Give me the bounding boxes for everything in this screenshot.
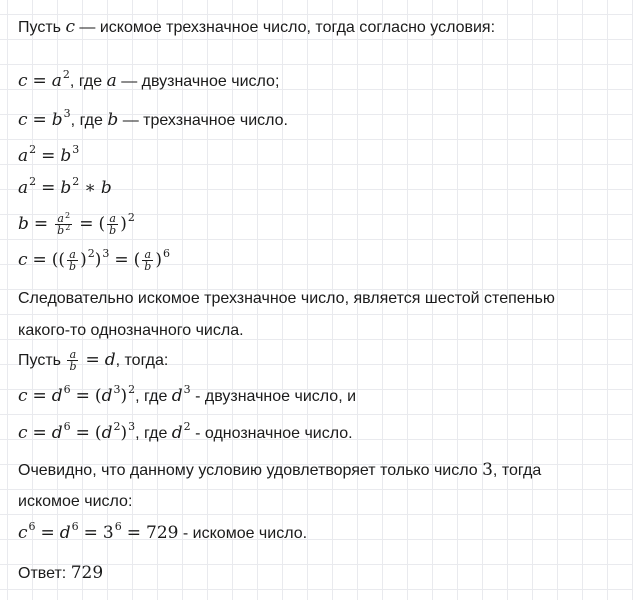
exponent: 3	[72, 143, 80, 156]
var-b: b	[100, 178, 112, 198]
paren: )	[120, 423, 128, 443]
exponent: 3	[113, 383, 121, 396]
exponent: 2	[87, 247, 95, 260]
text: — двузначное число;	[116, 73, 280, 90]
var-a: a	[51, 71, 62, 91]
exponent: 6	[63, 383, 71, 396]
exponent: 2	[29, 143, 37, 156]
paren: )	[94, 250, 102, 270]
var-d: d	[101, 423, 113, 443]
intro-text-end: — искомое трехзначное число, тогда согласно условия:	[74, 19, 496, 36]
number-three: 3	[482, 460, 493, 480]
var-c: c	[65, 17, 75, 37]
multiply-sign: ∗	[84, 178, 96, 198]
denominator: b	[69, 260, 77, 274]
final-equation	[18, 522, 307, 545]
var-b: b	[51, 110, 63, 130]
equals-sign: =	[32, 71, 47, 91]
result-value: 729	[146, 523, 179, 543]
equals-sign: =	[41, 146, 56, 166]
paren: )	[155, 250, 162, 270]
var-b: b	[107, 110, 119, 130]
paren: )	[120, 214, 127, 234]
text: , где	[135, 425, 172, 442]
var-c: c	[18, 386, 28, 406]
equals-sign: =	[126, 523, 141, 543]
exponent: 6	[28, 520, 36, 533]
numerator: a	[142, 249, 153, 261]
text: , где	[135, 388, 172, 405]
equation-b-fraction	[18, 213, 135, 236]
text: Пусть	[18, 352, 66, 369]
equals-sign: =	[83, 523, 98, 543]
equation-c-a2	[18, 70, 279, 93]
equals-sign: =	[33, 214, 49, 234]
exponent: 6	[71, 520, 79, 533]
var-a: a	[18, 178, 29, 198]
equation-c-b3	[18, 109, 288, 132]
var-b: b	[60, 146, 72, 166]
numerator: a	[67, 349, 78, 361]
text: , где	[69, 73, 107, 90]
exponent: 2	[128, 383, 136, 396]
paren: ((	[51, 250, 66, 270]
conclusion-line-2: какого-то однозначного числа.	[18, 322, 244, 339]
var-b: b	[60, 178, 72, 198]
exponent: 3	[183, 383, 191, 396]
var-a: a	[18, 146, 29, 166]
var-d: d	[51, 386, 63, 406]
exponent: 2	[72, 175, 80, 188]
denominator: b	[144, 260, 152, 274]
var-a: a	[106, 71, 117, 91]
fraction-a-b	[67, 349, 78, 372]
paren: (	[94, 423, 102, 443]
text: , тогда:	[115, 352, 169, 369]
equals-sign: =	[79, 214, 94, 234]
let-d-line	[18, 349, 168, 372]
paren: )	[120, 386, 128, 406]
var-d: d	[104, 350, 116, 370]
equation-a2-b2b	[18, 177, 112, 200]
text: , тогда	[492, 462, 542, 479]
exponent: 2	[65, 223, 71, 233]
var-d: d	[59, 523, 71, 543]
answer-label: Ответ:	[18, 565, 71, 582]
exponent: 6	[63, 420, 71, 433]
var-d: d	[171, 386, 183, 406]
text: - искомое число.	[178, 525, 308, 542]
fraction-a-b	[107, 213, 118, 236]
equals-sign: =	[32, 250, 47, 270]
intro-text-start: Пусть	[18, 19, 66, 36]
var-b: b	[18, 214, 29, 234]
exponent: 3	[63, 107, 71, 120]
var-c: c	[18, 523, 28, 543]
equals-sign: =	[32, 386, 47, 406]
var-c: c	[18, 250, 28, 270]
var-d: d	[171, 423, 183, 443]
denominator: b	[69, 360, 77, 374]
equals-sign: =	[75, 386, 90, 406]
fraction-a-b	[67, 249, 78, 272]
fraction-a2-b2	[55, 213, 72, 236]
paren: (	[94, 386, 102, 406]
exponent: 3	[128, 420, 136, 433]
equation-a2-b3	[18, 145, 79, 168]
exponent: 3	[102, 247, 110, 260]
equals-sign: =	[75, 423, 90, 443]
equals-sign: =	[32, 423, 47, 443]
sought-number-label: искомое число:	[18, 493, 133, 510]
fraction-a-b	[142, 249, 153, 272]
var-d: d	[51, 423, 63, 443]
exponent: 6	[162, 247, 170, 260]
conclusion-line-1: Следовательно искомое трехзначное число, является шестой степенью	[18, 290, 555, 307]
text: — трехзначное число.	[118, 112, 288, 129]
equals-sign: =	[32, 110, 47, 130]
exponent: 2	[127, 211, 135, 224]
exponent: 2	[64, 211, 71, 221]
text: , где	[70, 112, 108, 129]
equals-sign: =	[114, 250, 129, 270]
equation-c-ab6	[18, 249, 170, 272]
text: Очевидно, что данному условию удовлетворяет только число	[18, 462, 483, 479]
var-d: d	[101, 386, 113, 406]
equals-sign: =	[41, 178, 56, 198]
exponent: 2	[183, 420, 191, 433]
obvious-line	[18, 459, 541, 482]
exponent: 2	[29, 175, 37, 188]
text: - однозначное число.	[190, 425, 353, 442]
equals-sign: =	[40, 523, 55, 543]
answer-line	[18, 562, 103, 585]
var-a: a	[57, 212, 64, 226]
exponent: 2	[113, 420, 121, 433]
paren: (	[98, 214, 106, 234]
numerator: a	[67, 249, 78, 261]
number-three: 3	[102, 523, 114, 543]
equals-sign: =	[85, 350, 100, 370]
answer-value: 729	[70, 563, 104, 583]
text: - двузначное число, и	[190, 388, 357, 405]
paren: )	[80, 250, 87, 270]
equation-d3-line	[18, 385, 356, 408]
intro-line	[18, 16, 495, 39]
var-c: c	[18, 110, 28, 130]
exponent: 2	[62, 68, 70, 81]
denominator: b	[109, 224, 117, 238]
var-c: c	[18, 71, 28, 91]
denominator	[55, 225, 72, 236]
var-b: b	[57, 224, 65, 238]
paren: (	[133, 250, 141, 270]
var-c: c	[18, 423, 28, 443]
equation-d2-line	[18, 422, 353, 445]
numerator: a	[107, 213, 118, 225]
exponent: 6	[114, 520, 122, 533]
